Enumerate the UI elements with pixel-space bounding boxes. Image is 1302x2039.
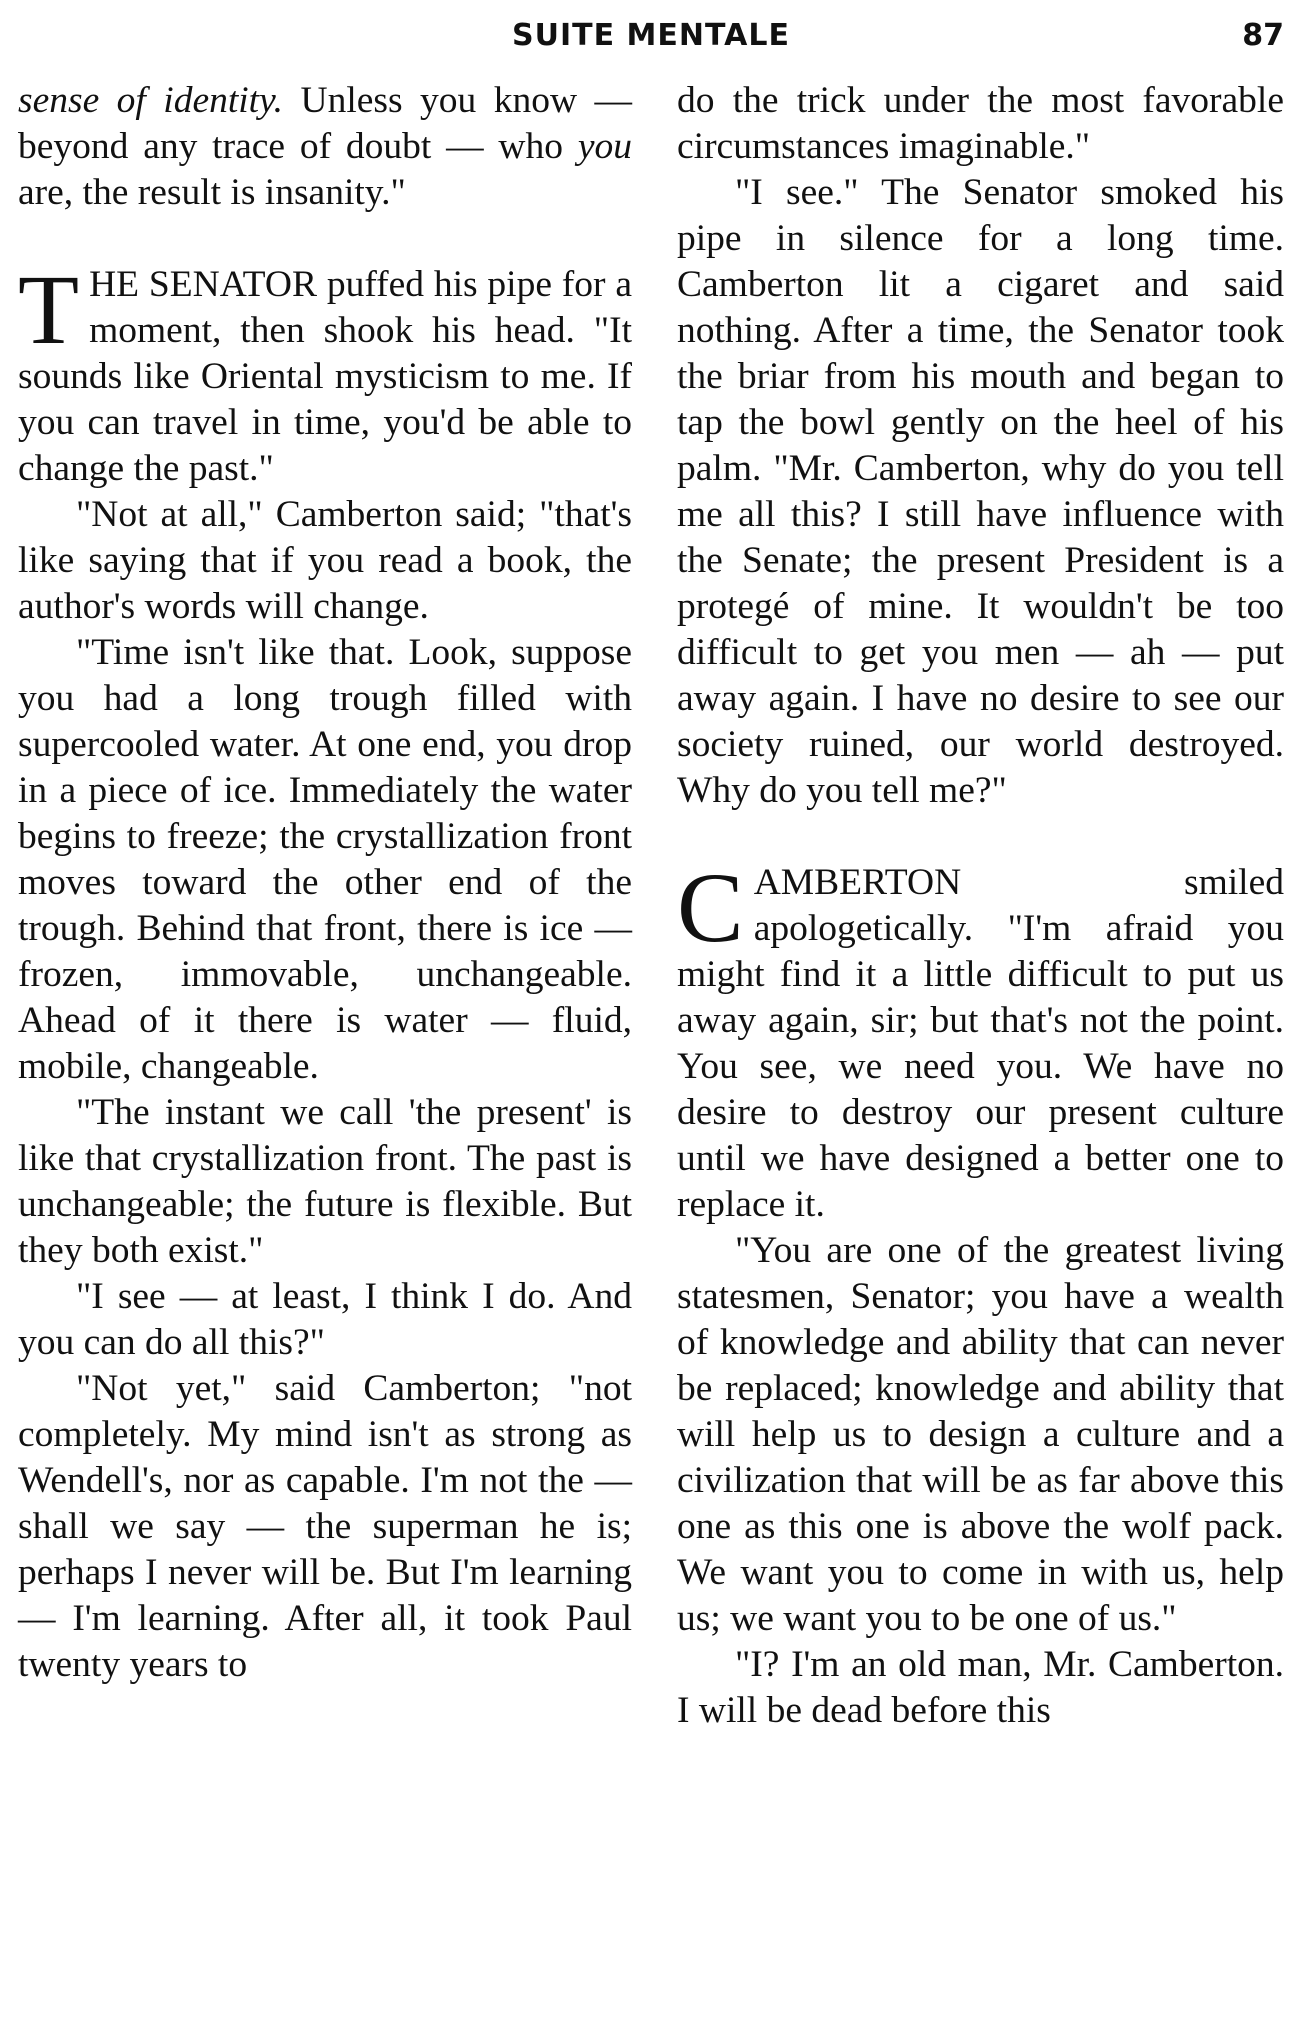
paragraph: "I see." The Senator smoked his pipe in silence for a long time. Camberton lit a cigaret and said nothing. After a time, the Senator took the briar from his mouth and began to tap the bowl gently on the heel of his palm. "Mr. Camberton, why do you tell me all this? I still have influence with the Senate; the present President is a protegé of mine. It wouldn't be too difficult to get you men — ah — put away again. I have no desire to see our society ruined, our world destroyed. Why do you tell me?": [677, 172, 1284, 811]
page-number: 87: [1242, 18, 1284, 53]
italic-text: sense of identity.: [18, 80, 284, 121]
paragraph: [18, 78, 632, 216]
right-column: [677, 78, 1284, 1734]
paragraph: "You are one of the greatest living statesmen, Senator; you have a wealth of knowledge and ability that can never be replaced; knowledge and ability that will help us to design a culture and a civilization that will be as far above this one as this one is above the wolf pack. We want you to come in with us, help us; we want you to be one of us.": [677, 1230, 1284, 1639]
paragraph: "Not yet," said Camberton; "not completely. My mind isn't as strong as Wendell's, nor as capable. I'm not the — shall we say — the superman he is; perhaps I never will be. But I'm learning — I'm learning. After all, it took Paul twenty years to: [18, 1368, 632, 1685]
italic-text: you: [577, 126, 632, 167]
paragraph-with-dropcap: [18, 254, 632, 492]
small-caps-lead: HE SENATOR: [89, 264, 317, 305]
running-header: [0, 14, 1302, 58]
paragraph-text: are, the result is insanity.": [18, 172, 406, 213]
left-column: [18, 78, 632, 1688]
paragraph-text: Unless you know — beyond any trace of doubt — who: [18, 80, 632, 167]
paragraph-text: smiled apologetically. "I'm afraid you might find it a little difficult to put us away again, sir; but that's not the point. You see, we need you. We have no desire to destroy our present culture until we have designed a better one to replace it.: [677, 862, 1284, 1225]
drop-cap: C: [677, 852, 744, 963]
paragraph-text: puffed his pipe for a moment, then shook his head. "It sounds like Oriental mysticism to me. If you can travel in time, you'd be able to change the past.": [18, 264, 632, 489]
paragraph: do the trick under the most favorable circumstances imaginable.": [677, 80, 1284, 167]
paragraph: "The instant we call 'the present' is like that crystallization front. The past is unchangeable; the future is flexible. But they both exist.": [18, 1092, 632, 1271]
drop-cap: T: [18, 254, 80, 365]
paragraph: "Not at all," Camberton said; "that's like saying that if you read a book, the author's words will change.: [18, 494, 632, 627]
paragraph-with-dropcap: [677, 852, 1284, 1228]
paragraph: "I? I'm an old man, Mr. Camberton. I will be dead before this: [677, 1644, 1284, 1731]
small-caps-lead: AMBERTON: [753, 862, 962, 903]
paragraph: "Time isn't like that. Look, suppose you had a long trough filled with supercooled water. At one end, you drop in a piece of ice. Immediately the water begins to freeze; the crystallization front moves toward the other end of the trough. Behind that front, there is ice — frozen, immovable, unchangeable. Ahead of it there is water — fluid, mobile, changeable.: [18, 632, 632, 1087]
running-title: SUITE MENTALE: [512, 18, 790, 53]
paragraph: "I see — at least, I think I do. And you can do all this?": [18, 1276, 632, 1363]
